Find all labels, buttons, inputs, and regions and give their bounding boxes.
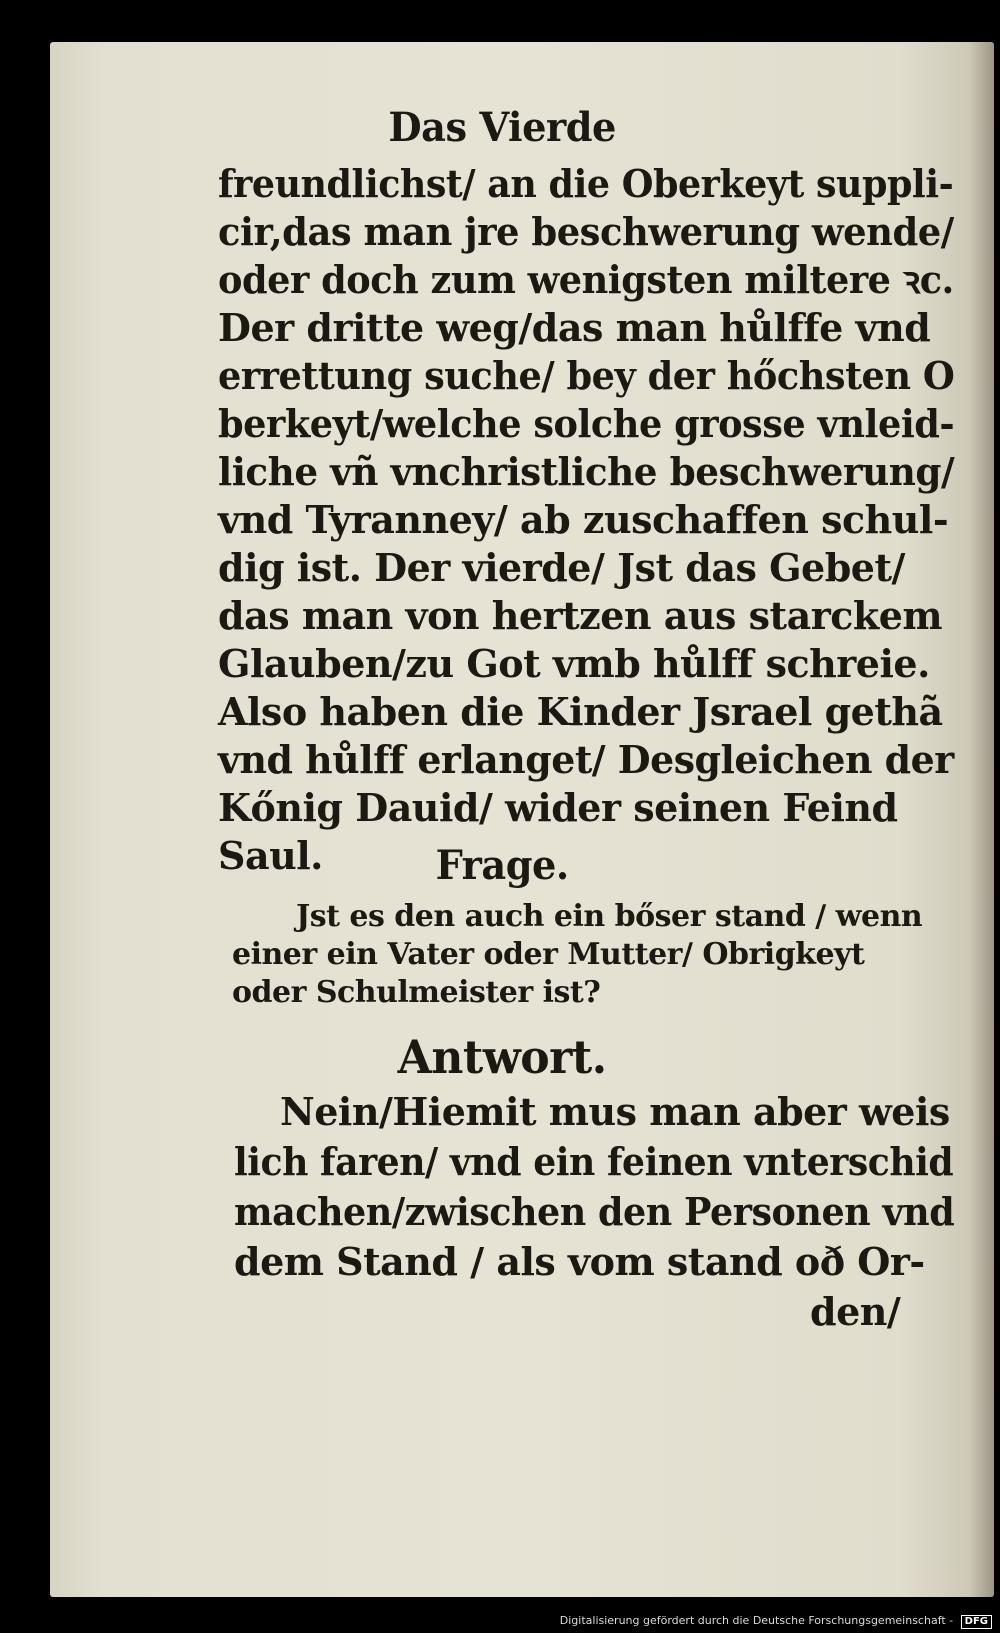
running-head: Das Vierde [388,104,616,151]
dfg-logo: DFG [961,1615,992,1629]
catchword: den/ [810,1289,901,1334]
body-line: cir,das man jre beschwerung wende/ [218,209,954,254]
body-line: Der dritte weg/das man hůlffe vnd [218,305,931,350]
answer-heading: Antwort. [397,1030,607,1084]
body-line: liche vñ vnchristliche beschwerung/ [218,449,955,494]
body-line: Saul. [218,833,323,878]
body-line: oder doch zum wenigsten miltere ꝛc. [218,257,954,302]
answer-line: machen/zwischen den Personen vnd [234,1189,955,1234]
question-line: Jst es den auch ein bőser stand / wenn [296,899,923,934]
digitization-credit [560,1614,992,1629]
body-line: freundlichst/ an die Oberkeyt suppli- [218,161,954,206]
question-line: oder Schulmeister ist? [232,975,601,1010]
body-line: vnd hůlff erlanget/ Desgleichen der [218,737,954,782]
body-line: Kőnig Dauid/ wider seinen Feind [218,785,898,830]
answer-line: lich faren/ vnd ein feinen vnterschid [234,1139,954,1184]
answer-line: Nein/Hiemit mus man aber weis [280,1089,950,1134]
question-heading: Frage. [435,842,569,889]
body-line: Glauben/zu Got vmb hůlff schreie. [218,641,930,686]
question-line: einer ein Vater oder Mutter/ Obrigkeyt [232,937,865,972]
body-line: errettung suche/ bey der hőchsten O [218,353,955,398]
gutter-shadow [970,42,994,1597]
body-line: vnd Tyranney/ ab zuschaffen schul- [218,497,949,542]
answer-line: dem Stand / als vom stand oð Or- [234,1239,925,1284]
body-line: Also haben die Kinder Jsrael gethã [218,689,943,734]
body-line: das man von hertzen aus starckem [218,593,943,638]
book-page [50,42,994,1597]
credit-text: Digitalisierung gefördert durch die Deutsche Forschungsgemeinschaft - [559,1614,954,1627]
body-line: berkeyt/welche solche grosse vnleid- [218,401,955,446]
body-line: dig ist. Der vierde/ Jst das Gebet/ [218,545,905,590]
